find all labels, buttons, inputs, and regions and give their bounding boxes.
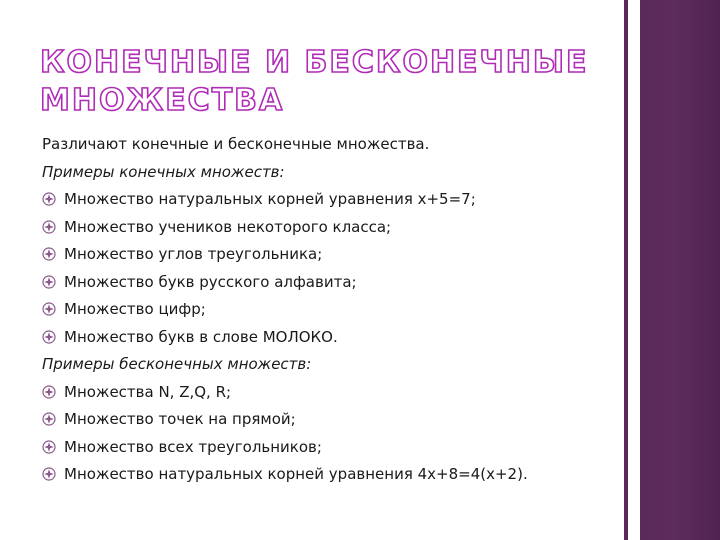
list-item [42,434,622,462]
ornament-bullet-icon [42,192,56,206]
slide-title [40,44,600,120]
list-item [42,296,622,324]
list-item [42,241,622,269]
infinite-examples-label: Примеры бесконечных множеств: [42,355,312,373]
finite-examples-label: Примеры конечных множеств: [42,162,285,181]
list-item [42,324,622,352]
list-item-text: Множество учеников некоторого класса; [64,217,392,236]
list-item-text: Множество цифр; [64,300,206,318]
finite-examples-list [42,186,622,351]
list-item [42,379,622,407]
list-item-text: Множество углов треугольника; [64,245,323,263]
ornament-bullet-icon [42,385,56,399]
title-line-2: МНОЖЕСТВА [40,83,285,118]
list-item [42,186,622,214]
ornament-bullet-icon [42,302,56,316]
title-line-1: КОНЕЧНЫЕ И БЕСКОНЕЧНЫЕ [40,45,589,80]
ornament-bullet-icon [42,440,56,454]
list-item-text: Множество натуральных корней уравнения х+5=7; [64,190,476,208]
list-item [42,406,622,434]
ornament-bullet-icon [42,330,56,344]
list-item-text: Множество всех треугольников; [64,437,322,456]
ornament-bullet-icon [42,247,56,261]
list-item-text: Множество точек на прямой; [64,410,296,428]
slide-body [42,131,622,489]
list-item [42,461,622,489]
accent-band [640,0,720,540]
accent-divider [624,0,628,540]
ornament-bullet-icon [42,275,56,289]
list-item [42,214,622,242]
intro-text: Различают конечные и бесконечные множества. [42,135,430,153]
ornament-bullet-icon [42,467,56,481]
ornament-bullet-icon [42,412,56,426]
list-item-text: Множества N, Z,Q, R; [64,382,232,401]
list-item [42,269,622,297]
list-item-text: Множество букв в слове МОЛОКО. [64,327,338,346]
list-item-text: Множество букв русского алфавита; [64,272,357,291]
list-item-text: Множество натуральных корней уравнения 4х+8=4(х+2). [64,465,528,483]
infinite-examples-list [42,379,622,489]
ornament-bullet-icon [42,220,56,234]
